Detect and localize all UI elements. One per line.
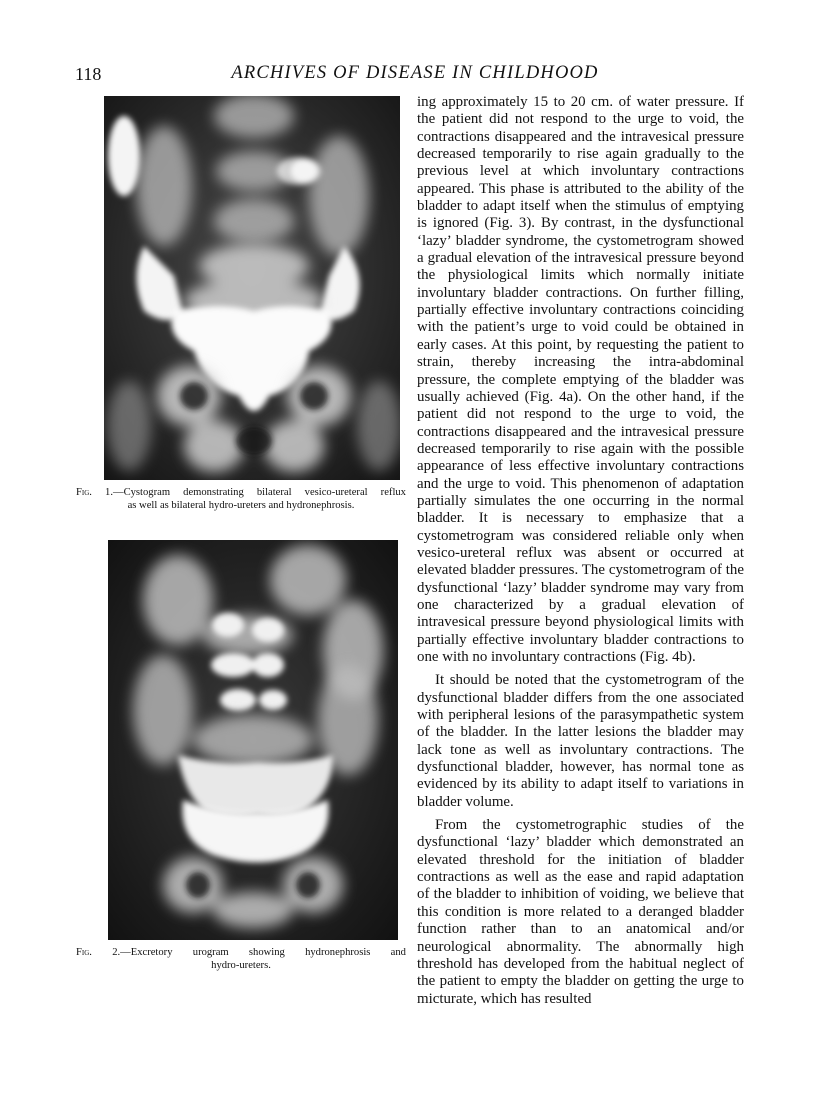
figure-2-urogram-image (108, 540, 398, 940)
paragraph-2: It should be noted that the cystometrogram of the dysfunctional bladder differs from the one associated with peripheral lesions of the parasympathetic system of the bladder. In the latter lesions the bladder may lack tone as well as involuntary contractions. The dysfunctional bladder, however, has normal tone as evidenced by its ability to adapt itself to variations in bladder volume. (417, 672, 744, 810)
figure-1-label: Fig. 1. (76, 487, 113, 498)
figure-1-caption-line2: as well as bilateral hydro-ureters and hydronephrosis. (127, 500, 355, 511)
figure-2-label: Fig. 2. (76, 947, 121, 958)
figure-2-caption-line2: hydro-ureters. (211, 960, 271, 971)
body-text-column (417, 94, 744, 1008)
figure-1-caption-text: —Cystogram demonstrating bilateral vesico-ureteral reflux (112, 487, 406, 498)
figure-1-cystogram-image (104, 96, 400, 480)
running-header (75, 62, 755, 90)
xray-image-1 (104, 96, 400, 480)
figure-2-caption (76, 946, 406, 972)
journal-title: ARCHIVES OF DISEASE IN CHILDHOOD (231, 63, 599, 83)
figure-2-caption-text: —Excretory urogram showing hydronephrosis and (120, 947, 406, 958)
page-number: 118 (75, 64, 102, 84)
paragraph-3: From the cystometrographic studies of the dysfunctional ‘lazy’ bladder which demonstrated an elevated threshold for the initiation of bladder contractions as well as the ease and rapid adaptation of the bladder to inhibition of voiding, we believe that this condition is more related to a deranged bladder function rather than to an anatomical and/or neurological abnormality. The abnormally high threshold has developed from the habitual neglect of the patient to empty the bladder on getting the urge to micturate, which has resulted (417, 817, 744, 1007)
paragraph-1: ing approximately 15 to 20 cm. of water pressure. If the patient did not respond to the urge to void, the contractions disappeared and the intravesical pressure decreased temporarily to rise again gradually to the previous level at which involuntary contractions appeared. This phase is attributed to the ability of the bladder to adapt itself when the stimulus of emptying is ignored (Fig. 3). By contrast, in the dysfunctional ‘lazy’ bladder syndrome, the cystometrogram showed a gradual elevation of the intravesical pressure beyond the physiological limits which normally initiate involuntary bladder contractions. On further filling, partially effective involuntary contractions coinciding with the patient’s urge to void could be obtained in early cases. At this point, by requesting the patient to strain, thereby increasing the intra-abdominal pressure, the complete emptying of the bladder was usually achieved (Fig. 4a). On the other hand, if the patient did not respond to the urge to void, the contractions disappeared and the intravesical pressure decreased temporarily to rise again with the possible appearance of less effective involuntary contractions and the urge to void. This phenomenon of adaptation partially simulates the one occurring in the normal bladder. It is necessary to emphasize that a cystometrogram was considered reliable only when vesico-ureteral reflux was absent or occurred at elevated bladder pressures. The cystometrogram of the dysfunctional ‘lazy’ bladder syndrome may vary from one characterized by a gradual elevation of intravesical pressure beyond physiological limits with partially effective involuntary bladder contractions to one with no involuntary contractions (Fig. 4b). (417, 94, 744, 665)
xray-image-2 (108, 540, 398, 940)
figure-1-caption (76, 486, 406, 512)
